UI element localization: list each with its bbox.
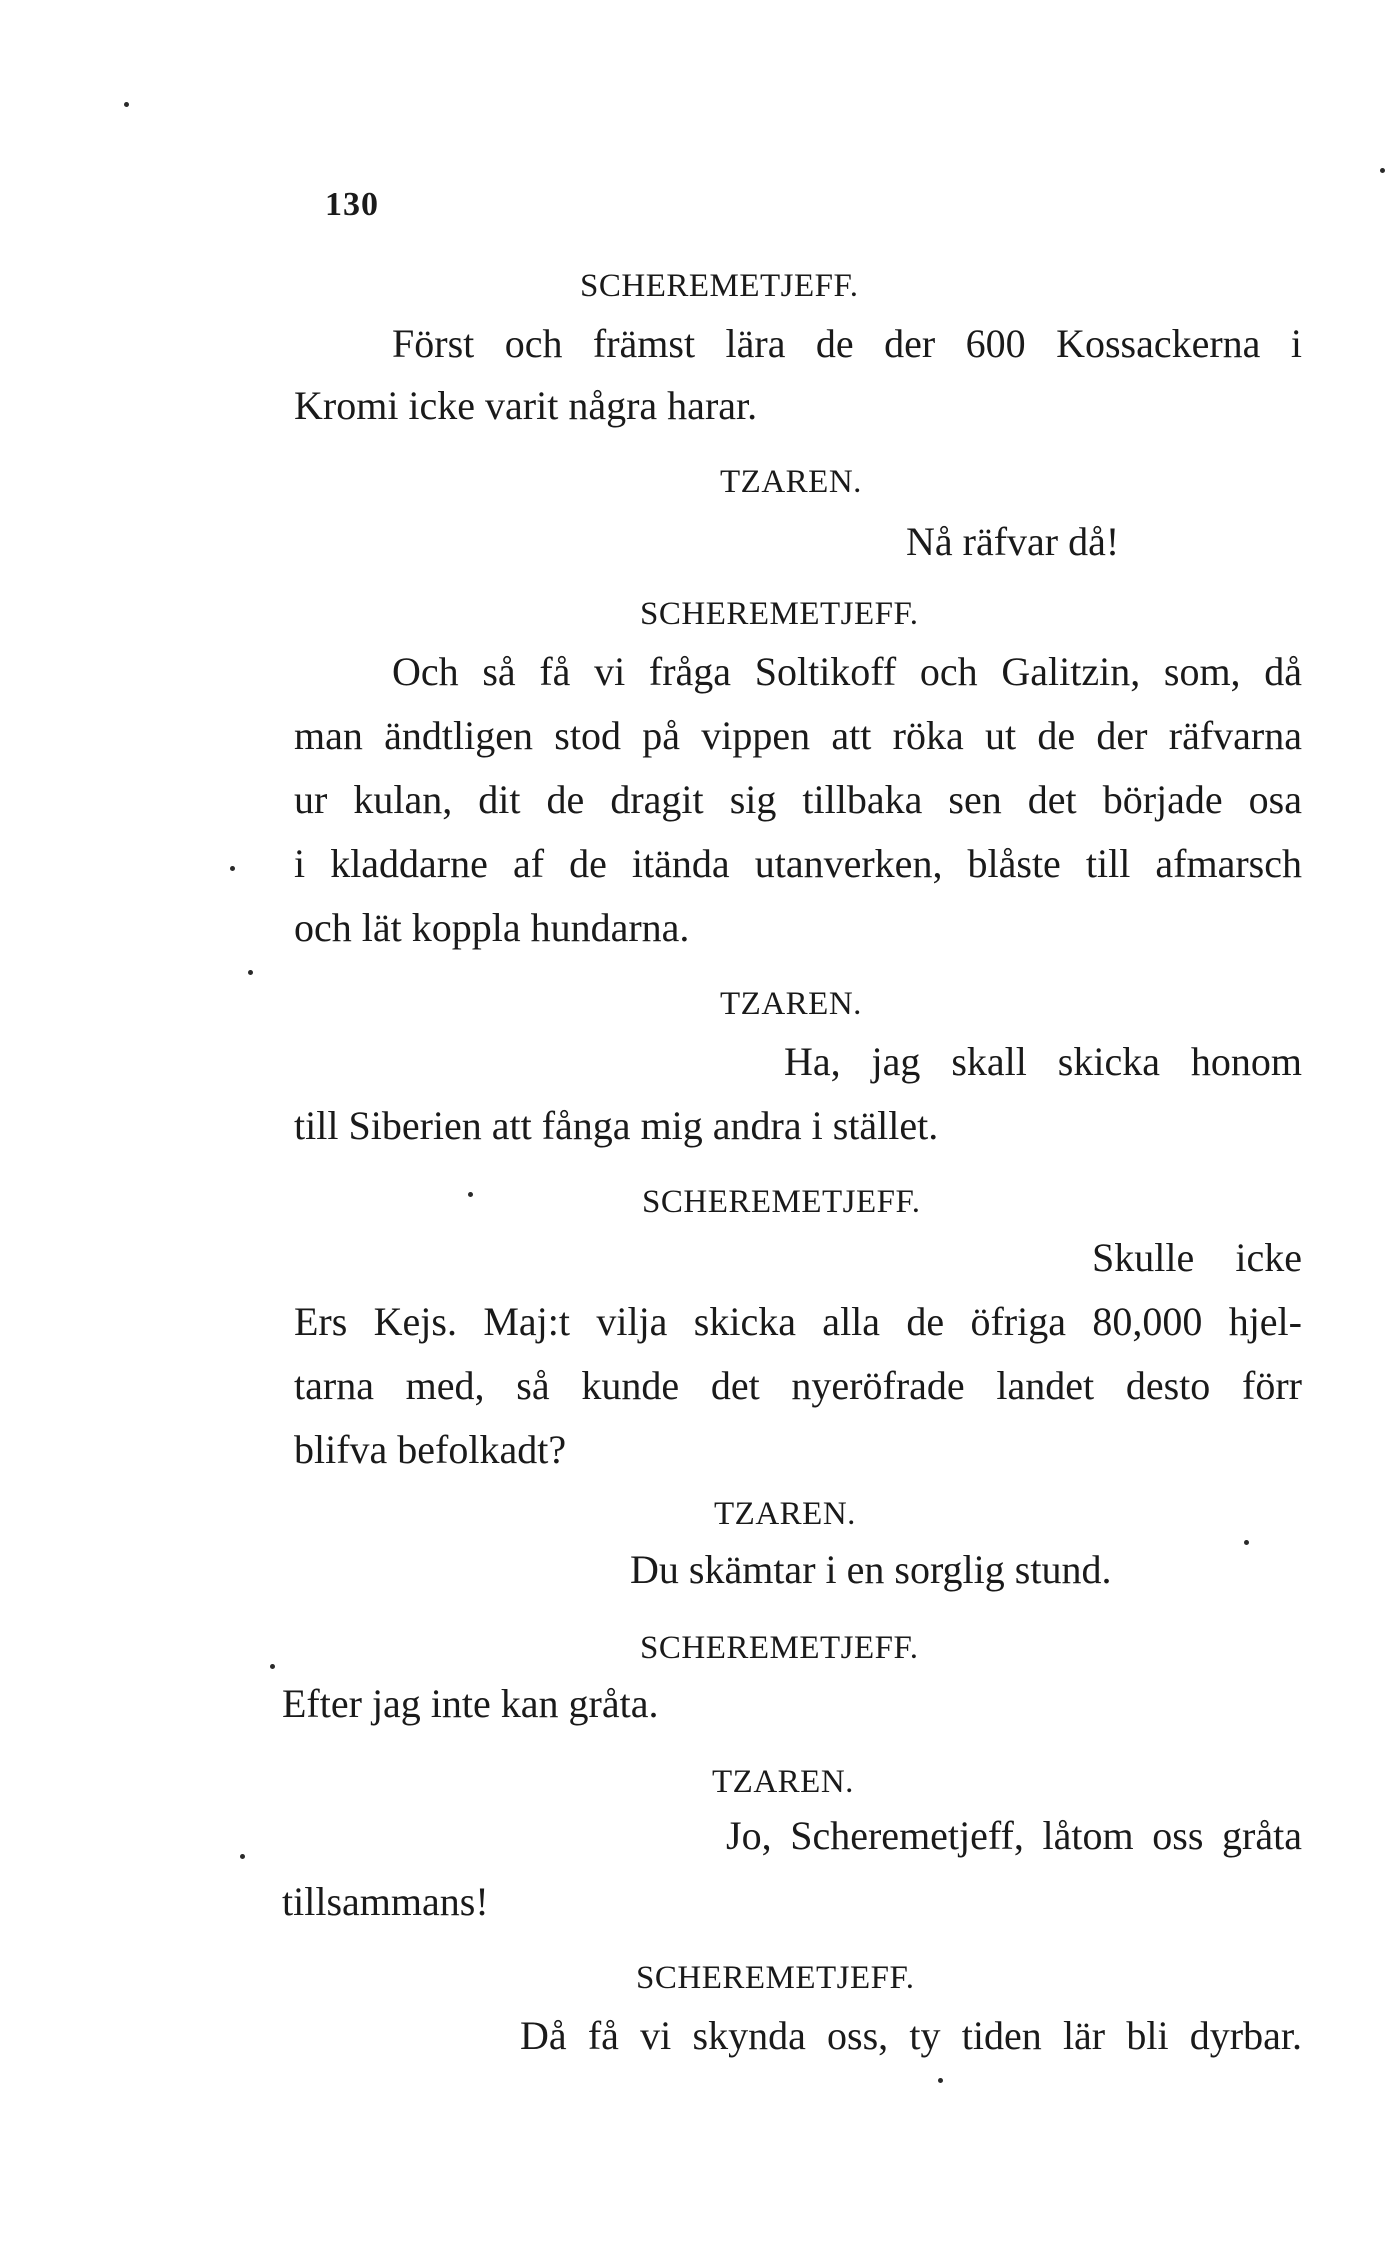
dialogue-line: Nå räfvar då! bbox=[906, 519, 1120, 564]
dialogue-line: och lät koppla hundarna. bbox=[294, 905, 690, 950]
scan-speck bbox=[1380, 168, 1385, 173]
scan-speck bbox=[468, 1192, 473, 1197]
speaker-tzaren: TZAREN. bbox=[720, 464, 862, 500]
dialogue-line: man ändtligen stod på vippen att röka ut de der räfvarna bbox=[294, 713, 1302, 758]
dialogue-line: tillsammans! bbox=[282, 1879, 489, 1924]
dialogue-line: Kromi icke varit några harar. bbox=[294, 383, 758, 428]
speaker-tzaren: TZAREN. bbox=[714, 1496, 856, 1532]
speaker-scheremetjeff: SCHEREMETJEFF. bbox=[642, 1184, 921, 1220]
dialogue-line: Då få vi skynda oss, ty tiden lär bli dyrbar. bbox=[520, 2013, 1302, 2058]
dialogue-line: Skulle icke bbox=[1092, 1235, 1302, 1280]
dialogue-line: Jo, Scheremetjeff, låtom oss gråta bbox=[726, 1813, 1302, 1858]
speaker-scheremetjeff: SCHEREMETJEFF. bbox=[636, 1960, 915, 1996]
dialogue-line: till Siberien att fånga mig andra i stället. bbox=[294, 1103, 939, 1148]
speaker-scheremetjeff: SCHEREMETJEFF. bbox=[640, 596, 919, 632]
scan-speck bbox=[938, 2078, 943, 2083]
dialogue-line: Efter jag inte kan gråta. bbox=[282, 1681, 659, 1726]
speaker-tzaren: TZAREN. bbox=[720, 986, 862, 1022]
scan-speck bbox=[1244, 1540, 1249, 1545]
page-number: 130 bbox=[325, 186, 379, 223]
scan-speck bbox=[230, 866, 235, 871]
scan-speck bbox=[248, 970, 253, 975]
dialogue-line: Du skämtar i en sorglig stund. bbox=[630, 1547, 1112, 1592]
speaker-scheremetjeff: SCHEREMETJEFF. bbox=[580, 268, 859, 304]
dialogue-line: ur kulan, dit de dragit sig tillbaka sen det började osa bbox=[294, 777, 1302, 822]
dialogue-line: Först och främst lära de der 600 Kossackerna i bbox=[392, 321, 1302, 366]
dialogue-line: tarna med, så kunde det nyeröfrade landet desto förr bbox=[294, 1363, 1302, 1408]
dialogue-line: Ha, jag skall skicka honom bbox=[784, 1039, 1302, 1084]
scan-speck bbox=[240, 1854, 245, 1859]
dialogue-line: Och så få vi fråga Soltikoff och Galitzin, som, då bbox=[392, 649, 1302, 694]
speaker-tzaren: TZAREN. bbox=[712, 1764, 854, 1800]
speaker-scheremetjeff: SCHEREMETJEFF. bbox=[640, 1630, 919, 1666]
dialogue-line: i kladdarne af de itända utanverken, blåste till afmarsch bbox=[294, 841, 1302, 886]
dialogue-line: Ers Kejs. Maj:t vilja skicka alla de öfriga 80,000 hjel- bbox=[294, 1299, 1302, 1344]
dialogue-line: blifva befolkadt? bbox=[294, 1427, 567, 1472]
scan-speck bbox=[124, 102, 129, 107]
scan-speck bbox=[270, 1664, 275, 1669]
